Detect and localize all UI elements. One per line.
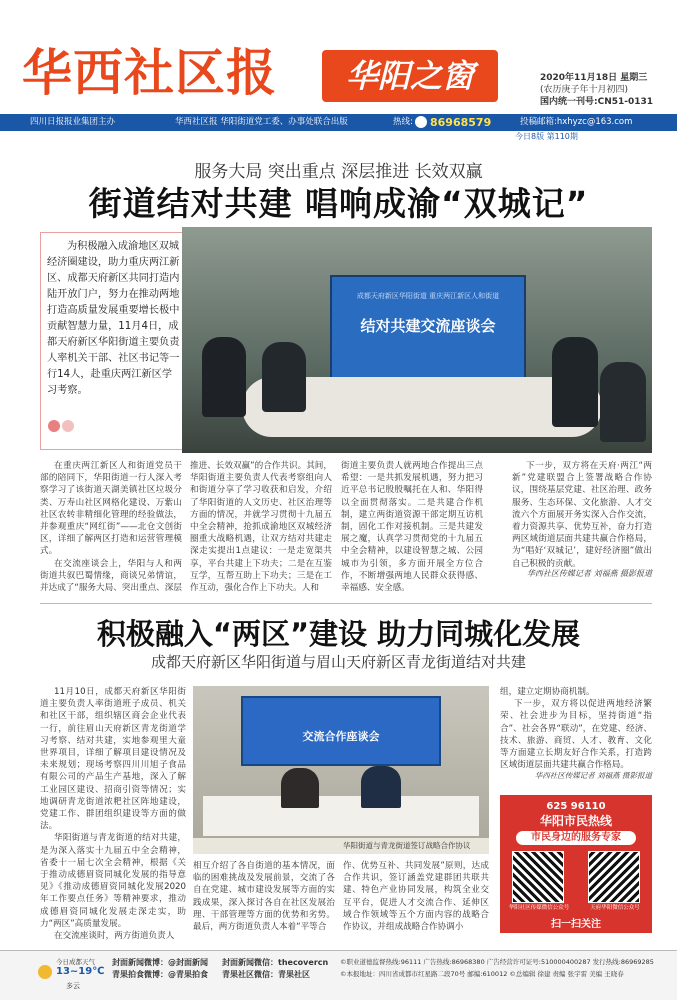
decor-dot-icon [48, 420, 60, 432]
wechat1: 封面新闻微博：@封面新闻 [112, 958, 208, 967]
photo-person [361, 766, 401, 808]
story1-kicker: 服务大局 突出重点 深层推进 长效双赢 [194, 162, 483, 182]
wechat3: 封面新闻微信：thecovercn [222, 958, 329, 967]
story2-col4b-text: 下一步，双方将以促进两地经济繁荣、社会进步为目标，坚持街道“指合”、社会各界“联动”，在党建、经济、技术、旅游、商贸、人才、教育、文化等方面建立长期友好合作关系，打造跨区域街道层面共建共赢合作格局。 [500, 699, 652, 771]
story1-intro: 为积极融入成渝地区双城经济圈建设，助力重庆两江新区、成都天府新区共同打造内陆开放门户，努力在推动两地打造高质量发展重要增长极中贡献智慧力量，11月4日，成都天府新区华阳街道主要负责人率机关干部、社区书记等一行14人，赴重庆两江新区学习考察。 [40, 232, 182, 450]
info-bar [0, 114, 677, 131]
sponsor-text: 四川日报报业集团主办 [30, 117, 116, 127]
date-line: 2020年11月18日 星期三 [540, 73, 648, 83]
hotline-number: 86968579 [430, 116, 492, 129]
story1-col3: 街道主要负责人就两地合作提出三点希望：一是共抓发展机遇，努力把习近平总书记殷殷嘱托在人和、华阳得以全面贯彻落实。二是共建合作机制，建立两街道资源干部定期互访机制，固化工作对接机制。三是共建发展之魔，认真学习贯彻党的十九届五中全会精神，以建设智慧之城、公园城市为引领，多方面开展全方位合作，不断增强两地人民群众获得感、幸福感、安全感。 [341, 461, 483, 594]
photo-person [202, 337, 246, 417]
footer-info1: ©职业道德监督热线:96111 广告热线:86968380 广告经营许可证号:510000400287 发行热线:86969285 [340, 958, 654, 966]
ad-line2: 市民身边的服务专家 [516, 831, 636, 845]
hotline-label: 热线: [393, 117, 413, 127]
photo-banner: 结对共建交流座谈会 [360, 317, 496, 335]
story1-col2: 推进、长效双赢”的合作共识。其间，华阳街道主要负责人代表考察组向人和街道分享了学习收获和启发，介绍了华阳街道的人文历史、社区治理等方面的情况，并就学习贯彻十九届五中全会精神，抢抓成渝地区双城经济圈重大战略机遇，让双方结对共建走深走实提出1点建议：一是走宽渠共享，平台共建上下功夫；二是在互鉴互学，互帮互助上下功夫；三是在工作互动，强化合作上下功夫。人和 [190, 461, 332, 594]
story2-col2: 相互介绍了各自街道的基本情况，面临的困难挑战及发展前景，交流了各自在党建、城市建设发展等方面的实践成果，深入探讨各自在社区发展治理、干部管理等方面的优势和劣势。最后，两方街道负责人本着“平等合 [193, 861, 335, 933]
footer-info2: ©本报地址：四川省成都市红星路二段70号 邮编:610012 ©总编辑 徐建 责编 张宇雷 美编 王晓春 [340, 970, 624, 978]
org-text: 华西社区报 华阳街道党工委、办事处联合出版 [175, 117, 348, 127]
story1-col1 [40, 460, 182, 594]
photo-caption: 成都天府新区华阳街道 重庆两江新区人和街道 [356, 292, 500, 300]
story2-col1c-text: 在交流座谈时，两方街道负责人 [54, 931, 175, 942]
story2-photo-caption: 华阳街道与青龙街道签订战略合作协议 [193, 838, 489, 854]
phone-icon [415, 116, 427, 128]
divider [40, 603, 652, 604]
qr-left-label: 华阳社区传媒微信公众号 [508, 905, 570, 911]
decor-dot-icon [62, 420, 74, 432]
photo-table [203, 796, 479, 836]
story1-credit: 华西社区传媒记者 刘福燕 摄影报道 [526, 569, 652, 578]
qr-code-icon[interactable] [512, 851, 564, 903]
weather-label: 今日成都天气 [56, 958, 95, 966]
ad-line1: 华阳市民热线 [539, 814, 612, 828]
story2-col1-text: 11月10日，成都天府新区华阳街道主要负责人率街道班子成员、机关和社区干部，组织辖区商会企业代表一行，前往眉山天府新区青龙街道学习考察、结对共建，实地参观里大童世界项目，详细了解项目建设情况及未来规划；现场考察四川川旭子食品有限公司的产品生产基地，深入了解工业园区建设、招商引资等情况；实地调研青龙街道浓粑社区阵地建设，党建工作、群团组织建设等方面的做法。 [40, 687, 186, 832]
qr-code-icon[interactable] [588, 851, 640, 903]
qr-right-label: 天府华阳微信公众号 [590, 905, 640, 911]
masthead-logo: 华西社区报 [22, 44, 277, 102]
email-text: 投稿邮箱:hxhyzc@163.com [520, 117, 633, 127]
edition-logo: 华阳之窗 [322, 50, 498, 102]
story2-credit: 华西社区传媒记者 刘福燕 摄影报道 [534, 771, 652, 780]
photo-screen [330, 275, 526, 383]
story2-kicker: 成都天府新区华阳街道与眉山天府新区青龙街道结对共建 [150, 653, 526, 671]
story1-headline: 街道结对共建 唱响成渝“双城记” [88, 184, 589, 223]
weather: 多云 [66, 982, 80, 990]
hotline-ad [500, 795, 652, 933]
photo-person [262, 342, 306, 412]
footer [0, 950, 677, 1000]
issue-line: 今日8版 第110期 [515, 132, 578, 141]
ad-scan: 扫一扫关注 [551, 919, 601, 930]
photo-person [600, 362, 646, 442]
story2-photo [193, 686, 489, 854]
wechat4: 青果社区微信：青果社区 [222, 970, 310, 979]
story2-col1 [40, 686, 186, 942]
lunar-line: (农历庚子年十月初四) [540, 85, 629, 95]
story2-col4 [500, 686, 652, 771]
story2-col4-text: 组，建立定期协商机制。 [500, 687, 595, 697]
story2-col1b-text: 华阳街道与青龙街道的结对共建，是为深入落实十九届五中全会精神，省委十一届七次全会精神，根据《关于推动成德眉资同城化发展的指导意见》《推动成德眉资同城化发展2020年工作要点任务》等精神要求，推动成德眉资同城化发展走深走实，助力“两区”高质量发展。 [40, 833, 186, 929]
photo-person [552, 337, 598, 427]
story1-col4: 下一步，双方将在天府·两江“两新”党建联盟合上签署战略合作协议，围绕基层党建、社区治理、政务服务、生态环保、文化旅游、人才交流六个方面展开务实深入合作交流，着力资源共享、优势互补，奋力打造两区域街道层面共建共赢合作格局，为“唱好‘双城记’，建好经济圈”做出自己积极的贡献。 [512, 461, 652, 569]
date-info [540, 72, 653, 108]
story2-col3: 作、优势互补、共同发展”原则，达成合作共识，签订涵盖党建群团共联共建、特色产业协同发展，构筑全业交互平台，促进人才交流合作、延伸区域合作领域等五个方面内容的战略合作协议，并组成战略合作协调小 [343, 861, 489, 933]
story1-col1b-text: 在交流座谈会上，华阳与人和两街道共叙巴蜀情缘，商谈兄弟情谊，并达成了“服务大局、突出重点、深层 [40, 558, 182, 594]
sun-icon [38, 965, 52, 979]
photo-screen [241, 696, 441, 766]
temp: 13~19℃ [56, 966, 105, 977]
story2-headline: 积极融入“两区”建设 助力同城化发展 [96, 617, 581, 651]
wechat2: 青果拍食微博：@青果拍食 [112, 970, 208, 979]
story1-photo [182, 227, 652, 453]
cn-code: 国内统一刊号:CN51-0131 [540, 97, 654, 107]
photo-banner: 交流合作座谈会 [302, 730, 380, 743]
ad-number: 625 96110 [546, 801, 606, 812]
photo-person [281, 768, 319, 808]
story1-col1-text: 在重庆两江新区人和街道党员干部的陪同下，华阳街道一行人深入考察学习了该街道天湖美镇社区垃圾分类、万寿山社区网格化建设、万紫山社区农转非精细化管理的经验做法，并参观重庆“网红街”——北仓文创街区，详细了解两区打造和运营管理模式。 [40, 461, 182, 557]
